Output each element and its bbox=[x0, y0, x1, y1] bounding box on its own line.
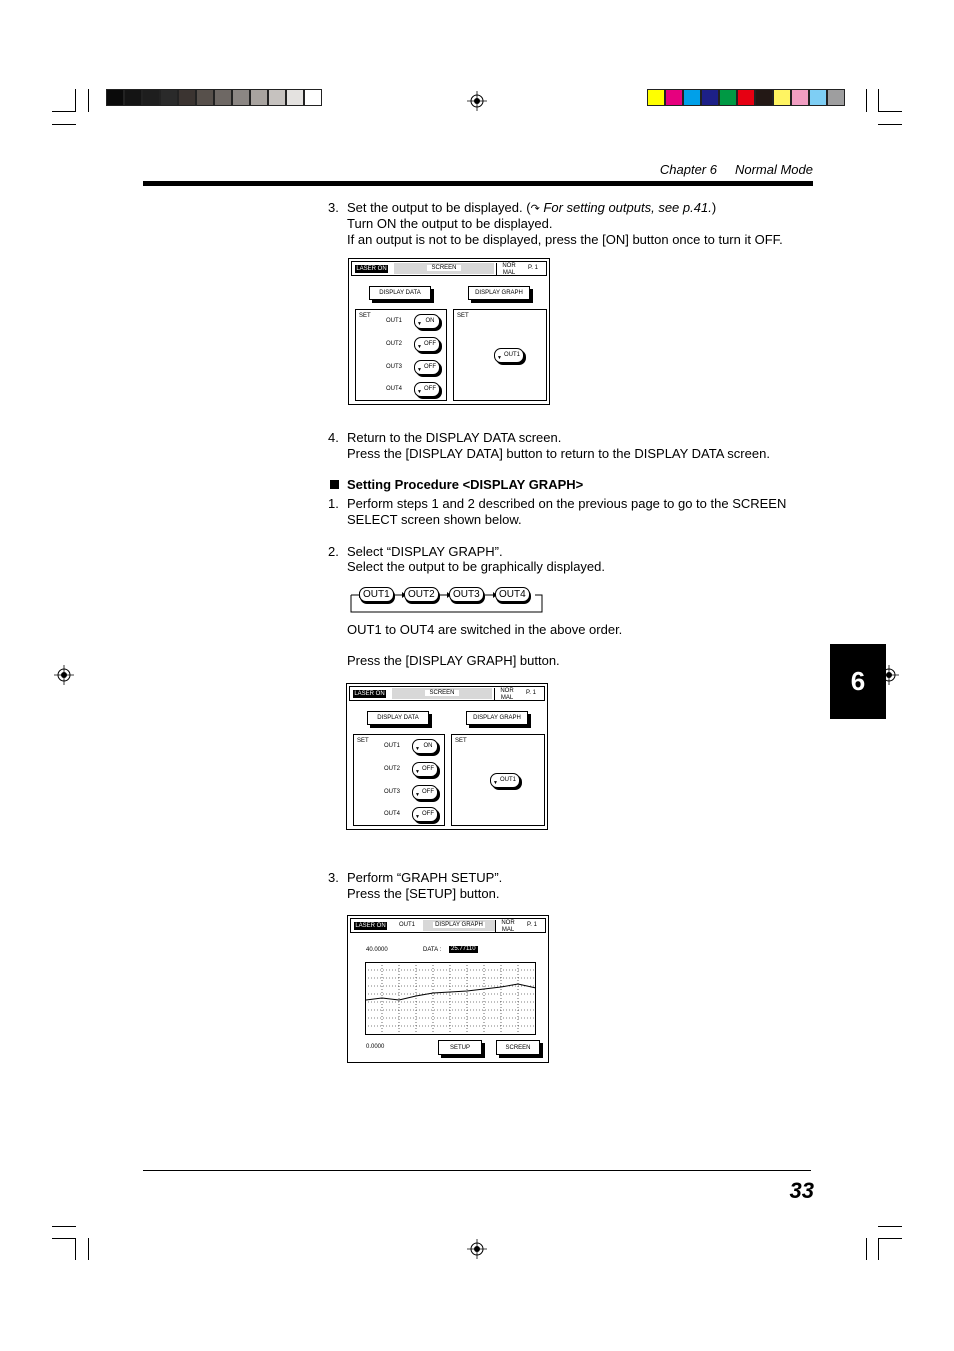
section-label: Normal Mode bbox=[734, 162, 813, 177]
reference-arrow-icon: ↷ bbox=[530, 203, 540, 215]
out4-toggle[interactable]: ▼ OFF bbox=[412, 807, 438, 822]
color-swatch bbox=[827, 89, 845, 106]
normal-indicator: NOR MAL bbox=[496, 263, 521, 275]
out-label: OUT4 bbox=[386, 386, 403, 392]
data-value: 25.77110 bbox=[451, 946, 476, 952]
status-bar bbox=[351, 261, 547, 276]
color-swatch bbox=[773, 89, 791, 106]
registration-mark-icon bbox=[54, 665, 74, 685]
graph-out-selector[interactable]: ▼ OUT1 bbox=[494, 348, 524, 363]
step-number: 3. bbox=[328, 200, 339, 215]
gray-swatch bbox=[268, 89, 286, 106]
page-number: 33 bbox=[789, 1178, 814, 1203]
step-text: Set the output to be displayed. (↷ For setting outputs, see p.41.) bbox=[347, 200, 717, 215]
set-label: SET bbox=[357, 738, 369, 744]
screen-select-display bbox=[346, 683, 548, 830]
step-text: Select the output to be graphically displayed. bbox=[347, 559, 606, 574]
page-header bbox=[660, 162, 813, 177]
color-swatch bbox=[701, 89, 719, 106]
set-label: SET bbox=[457, 313, 469, 319]
chapter-label: Chapter 6 bbox=[659, 162, 717, 177]
out2-toggle[interactable]: ▼ OFF bbox=[414, 337, 440, 352]
gray-swatch bbox=[196, 89, 214, 106]
screen-mode: SCREEN bbox=[394, 263, 494, 274]
out-label: OUT1 bbox=[386, 318, 403, 324]
section-heading: Setting Procedure <DISPLAY GRAPH> bbox=[347, 477, 584, 492]
color-calibration-bar bbox=[647, 89, 845, 106]
gray-swatch bbox=[286, 89, 304, 106]
step-number: 1. bbox=[328, 496, 339, 511]
step-number: 2. bbox=[328, 544, 339, 559]
out-label: OUT2 bbox=[384, 766, 401, 772]
sequence-out1: OUT1 bbox=[359, 587, 394, 602]
registration-mark-icon bbox=[467, 1239, 487, 1259]
out-label: OUT1 bbox=[384, 743, 401, 749]
color-swatch bbox=[755, 89, 773, 106]
gray-swatch bbox=[304, 89, 322, 106]
display-graph-button[interactable]: DISPLAY GRAPH bbox=[468, 286, 530, 300]
graph-set-panel bbox=[453, 309, 547, 401]
out1-toggle[interactable]: ▼ ON bbox=[412, 739, 438, 754]
gray-swatch bbox=[178, 89, 196, 106]
registration-mark-icon bbox=[467, 91, 487, 111]
graph-out-selector[interactable]: ▼ OUT1 bbox=[490, 773, 520, 788]
step-text: SELECT screen shown below. bbox=[347, 512, 522, 527]
laser-indicator: LASER ON bbox=[355, 923, 386, 929]
page-indicator: P. 1 bbox=[528, 265, 538, 271]
display-data-button[interactable]: DISPLAY DATA bbox=[369, 286, 431, 300]
laser-indicator: LASER ON bbox=[356, 266, 387, 272]
color-swatch bbox=[791, 89, 809, 106]
color-swatch bbox=[737, 89, 755, 106]
note-text: Press the [DISPLAY GRAPH] button. bbox=[347, 653, 560, 668]
gray-calibration-bar bbox=[106, 89, 322, 106]
gray-swatch bbox=[106, 89, 124, 106]
screen-select-display bbox=[348, 258, 550, 405]
step-text: Perform steps 1 and 2 described on the previous page to go to the SCREEN bbox=[347, 496, 787, 511]
set-label: SET bbox=[455, 738, 467, 744]
out1-toggle[interactable]: ▼ ON bbox=[414, 314, 440, 329]
gray-swatch bbox=[124, 89, 142, 106]
out4-toggle[interactable]: ▼ OFF bbox=[414, 382, 440, 397]
gray-swatch bbox=[250, 89, 268, 106]
normal-indicator: NOR MAL bbox=[494, 688, 519, 700]
gray-swatch bbox=[160, 89, 178, 106]
status-bar bbox=[349, 686, 545, 701]
gray-swatch bbox=[232, 89, 250, 106]
chapter-tab: 6 bbox=[830, 644, 886, 719]
step-text: Press the [DISPLAY DATA] button to return to the DISPLAY DATA screen. bbox=[347, 446, 770, 461]
page-indicator: P. 1 bbox=[527, 922, 537, 928]
out-label: OUT3 bbox=[386, 364, 403, 370]
step-text: Turn ON the output to be displayed. bbox=[347, 216, 553, 231]
color-swatch bbox=[665, 89, 683, 106]
out-label: OUT2 bbox=[386, 341, 403, 347]
output-set-panel bbox=[353, 734, 445, 826]
out3-toggle[interactable]: ▼ OFF bbox=[412, 785, 438, 800]
step-text: Perform “GRAPH SETUP”. bbox=[347, 870, 503, 885]
graph-set-panel bbox=[451, 734, 545, 826]
reference-link[interactable]: For setting outputs, see p.41. bbox=[543, 200, 712, 215]
display-graph-button[interactable]: DISPLAY GRAPH bbox=[466, 711, 528, 725]
data-label: DATA : bbox=[423, 947, 442, 953]
display-graph-screen bbox=[347, 915, 549, 1063]
out-sequence-diagram bbox=[349, 585, 543, 613]
color-swatch bbox=[809, 89, 827, 106]
step-number: 3. bbox=[328, 870, 339, 885]
step-text: Return to the DISPLAY DATA screen. bbox=[347, 430, 562, 445]
laser-indicator: LASER ON bbox=[354, 691, 385, 697]
step-text: Select “DISPLAY GRAPH”. bbox=[347, 544, 503, 559]
note-text: OUT1 to OUT4 are switched in the above order. bbox=[347, 622, 623, 637]
out-label: OUT3 bbox=[384, 789, 401, 795]
sequence-out4: OUT4 bbox=[495, 587, 530, 602]
step-text: Press the [SETUP] button. bbox=[347, 886, 500, 901]
y-min-label: 0.0000 bbox=[366, 1044, 385, 1050]
sequence-out2: OUT2 bbox=[404, 587, 439, 602]
step-text: If an output is not to be displayed, press the [ON] button once to turn it OFF. bbox=[347, 232, 783, 247]
setup-button[interactable]: SETUP bbox=[438, 1040, 482, 1055]
color-swatch bbox=[719, 89, 737, 106]
normal-indicator: NOR MAL bbox=[495, 920, 520, 932]
y-max-label: 40.0000 bbox=[366, 947, 388, 953]
gray-swatch bbox=[214, 89, 232, 106]
out-indicator: OUT1 bbox=[398, 922, 415, 928]
display-data-button[interactable]: DISPLAY DATA bbox=[367, 711, 429, 725]
header-rule bbox=[143, 181, 813, 186]
square-bullet-icon bbox=[330, 480, 339, 489]
status-bar bbox=[350, 918, 546, 933]
set-label: SET bbox=[359, 313, 371, 319]
out-label: OUT4 bbox=[384, 811, 401, 817]
color-swatch bbox=[647, 89, 665, 106]
color-swatch bbox=[683, 89, 701, 106]
output-set-panel bbox=[355, 309, 447, 401]
screen-button[interactable]: SCREEN bbox=[496, 1040, 540, 1055]
sequence-out3: OUT3 bbox=[449, 587, 484, 602]
screen-mode: DISPLAY GRAPH bbox=[423, 920, 495, 931]
footer-rule bbox=[143, 1170, 811, 1171]
trend-graph bbox=[365, 962, 537, 1036]
page-indicator: P. 1 bbox=[526, 690, 536, 696]
step-number: 4. bbox=[328, 430, 339, 445]
screen-mode: SCREEN bbox=[392, 688, 492, 699]
out3-toggle[interactable]: ▼ OFF bbox=[414, 360, 440, 375]
out2-toggle[interactable]: ▼ OFF bbox=[412, 762, 438, 777]
gray-swatch bbox=[142, 89, 160, 106]
